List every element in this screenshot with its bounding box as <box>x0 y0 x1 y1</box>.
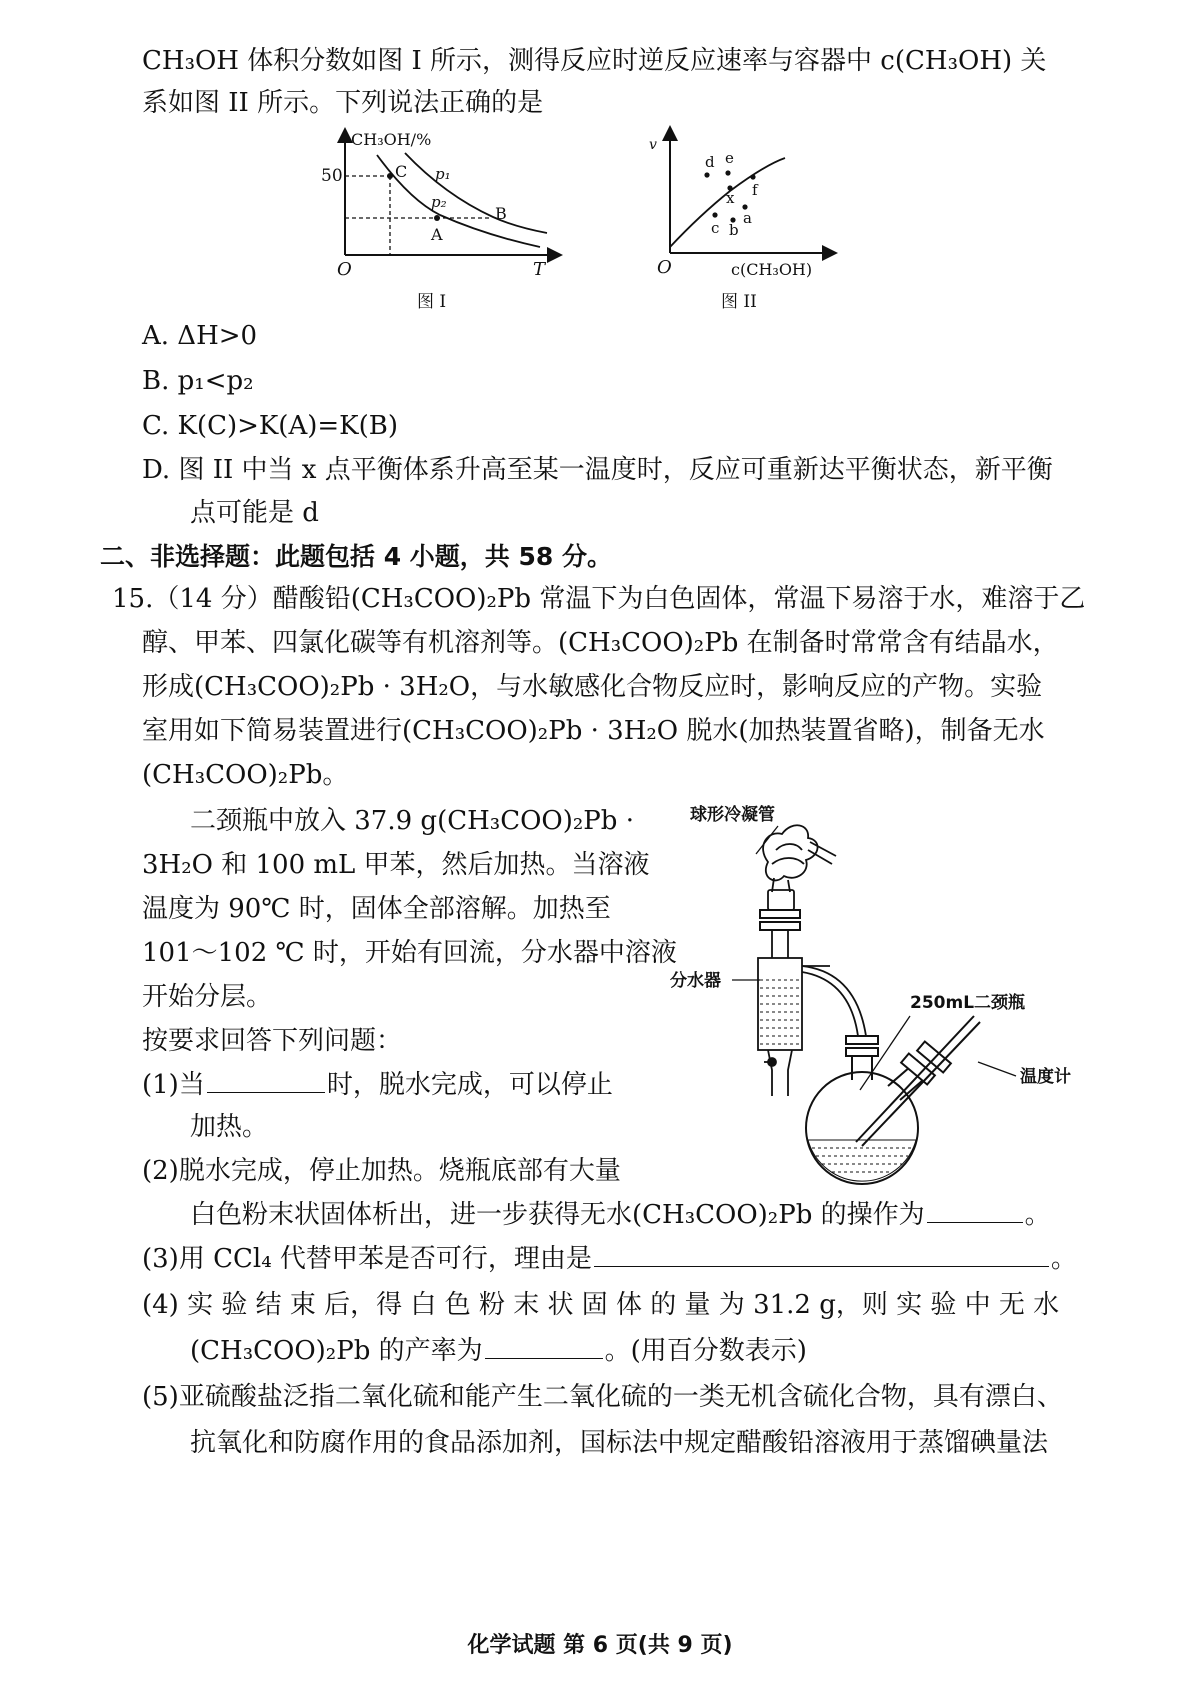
page-footer: 化学试题 第 6 页(共 9 页) <box>467 1633 733 1658</box>
sub1-prefix: (1)当 <box>142 1070 205 1100</box>
sub2-text: 白色粉末状固体析出，进一步获得无水(CH₃COO)₂Pb 的操作为 <box>190 1200 925 1230</box>
section-heading: 二、非选择题：此题包括 4 小题，共 58 分。 <box>100 542 613 571</box>
leader-thermometer <box>978 1062 1016 1076</box>
fig2-point-f <box>750 174 755 179</box>
q15-line-5: (CH₃COO)₂Pb。 <box>142 760 349 790</box>
fig1-label-p2: p₂ <box>431 193 447 211</box>
label-thermometer: 温度计 <box>1020 1067 1071 1087</box>
option-b: B. p₁<p₂ <box>142 366 254 396</box>
answer-blank-3[interactable] <box>594 1244 1049 1267</box>
option-d-line-1: D. 图 II 中当 x 点平衡体系升高至某一温度时，反应可重新达平衡状态，新平衡 <box>142 455 1053 485</box>
prev-line-2: 系如图 II 所示。下列说法正确的是 <box>142 88 544 118</box>
fig2-origin: O <box>657 257 672 278</box>
fig1-point-a <box>434 215 440 221</box>
fig2-point-e <box>725 170 730 175</box>
fig1-curve-p1 <box>405 153 547 233</box>
procedure-line-4: 101～102 ℃ 时，开始有回流，分水器中溶液 <box>142 938 677 968</box>
sub4-text: (CH₃COO)₂Pb 的产率为 <box>190 1336 483 1366</box>
sub2-end: 。 <box>1024 1200 1051 1230</box>
sub-question-3 <box>142 1242 1077 1276</box>
leader-condenser <box>756 826 778 854</box>
fig2-label-b: b <box>729 221 739 239</box>
fig2-xlabel: c(CH₃OH) <box>731 260 813 279</box>
fig2-label-c: c <box>711 219 720 237</box>
prev-line-1: CH₃OH 体积分数如图 I 所示，测得反应时逆反应速率与容器中 c(CH₃OH) 关 <box>142 46 1047 76</box>
procedure-line-1: 二颈瓶中放入 37.9 g(CH₃COO)₂Pb · <box>190 806 634 836</box>
answer-blank-4[interactable] <box>485 1336 603 1359</box>
fig1-origin: O <box>337 259 352 280</box>
sub-question-1-cont: 加热。 <box>190 1112 269 1142</box>
sub-question-4: (4) 实 验 结 束 后，得 白 色 粉 末 状 固 体 的 量 为 31.2 g，则 实 验 中 无 水 <box>142 1290 1060 1320</box>
fig1-caption: 图 I <box>417 292 447 312</box>
fig1-xlabel: T <box>533 259 546 280</box>
fig1-label-b: B <box>495 204 507 223</box>
fig1-point-c <box>387 173 393 179</box>
sub-question-1 <box>142 1068 613 1102</box>
flask-joint <box>846 1036 878 1056</box>
option-a: A. ΔH>0 <box>142 321 258 351</box>
label-separator: 分水器 <box>670 971 721 991</box>
joint-top <box>760 910 800 930</box>
procedure-line-3: 温度为 90℃ 时，固体全部溶解。加热至 <box>142 894 611 924</box>
fig1-ytick: 50 <box>321 166 343 186</box>
condenser <box>763 825 836 910</box>
q15-line-4: 室用如下简易装置进行(CH₃COO)₂Pb · 3H₂O 脱水(加热装置省略)，制备无水 <box>142 716 1045 746</box>
flask-liquid <box>808 1140 916 1181</box>
fig2-point-d <box>704 172 709 177</box>
answer-blank-1[interactable] <box>207 1070 325 1093</box>
sub-question-5-cont: 抗氧化和防腐作用的食品添加剂，国标法中规定醋酸铅溶液用于蒸馏碘量法 <box>190 1428 1049 1458</box>
water-separator <box>758 930 866 1096</box>
fig2-caption: 图 II <box>721 292 757 312</box>
fig1-ylabel: CH₃OH/% <box>351 130 432 149</box>
fig2-point-c <box>712 212 717 217</box>
procedure-line-5: 开始分层。 <box>142 982 273 1012</box>
apparatus-diagram <box>660 790 1120 1210</box>
fig1-label-p1: p₁ <box>435 165 451 183</box>
q15-line-2: 醇、甲苯、四氯化碳等有机溶剂等。(CH₃COO)₂Pb 在制备时常常含有结晶水， <box>142 628 1059 658</box>
option-d-line-2: 点可能是 d <box>190 498 319 528</box>
fig2-label-a: a <box>743 209 752 227</box>
sub3-text: (3)用 CCl₄ 代替甲苯是否可行，理由是 <box>142 1244 592 1274</box>
instruction: 按要求回答下列问题： <box>142 1026 403 1056</box>
separator-liquid <box>760 980 800 1044</box>
sub4-end: 。(用百分数表示) <box>604 1336 807 1366</box>
fig2-label-d: d <box>705 153 715 171</box>
q15-line-3: 形成(CH₃COO)₂Pb · 3H₂O，与水敏感化合物反应时，影响反应的产物。实验 <box>142 672 1043 702</box>
sub-question-2: (2)脱水完成，停止加热。烧瓶底部有大量 <box>142 1156 621 1186</box>
sub-question-5: (5)亚硫酸盐泛指二氧化硫和能产生二氧化硫的一类无机含硫化合物，具有漂白、 <box>142 1382 1063 1412</box>
fig2-label-f: f <box>752 181 758 199</box>
figure-1 <box>321 125 575 315</box>
fig2-ylabel: v <box>649 137 657 153</box>
sub-question-4-cont <box>190 1334 807 1368</box>
fig2-label-e: e <box>725 149 734 167</box>
fig1-label-a: A <box>431 225 443 244</box>
sub3-end: 。 <box>1050 1244 1077 1274</box>
sub1-suffix: 时，脱水完成，可以停止 <box>326 1070 613 1100</box>
label-condenser: 球形冷凝管 <box>690 805 775 825</box>
label-flask: 250mL二颈瓶 <box>910 993 1026 1013</box>
option-c: C. K(C)>K(A)=K(B) <box>142 411 398 441</box>
figure-2 <box>649 125 855 315</box>
procedure-line-2: 3H₂O 和 100 mL 甲苯，然后加热。当溶液 <box>142 850 650 880</box>
fig1-label-c: C <box>395 162 408 181</box>
fig2-label-x: x <box>726 189 735 207</box>
q15-line-1: 15.（14 分）醋酸铅(CH₃COO)₂Pb 常温下为白色固体，常温下易溶于水，难溶于乙 <box>112 584 1086 614</box>
